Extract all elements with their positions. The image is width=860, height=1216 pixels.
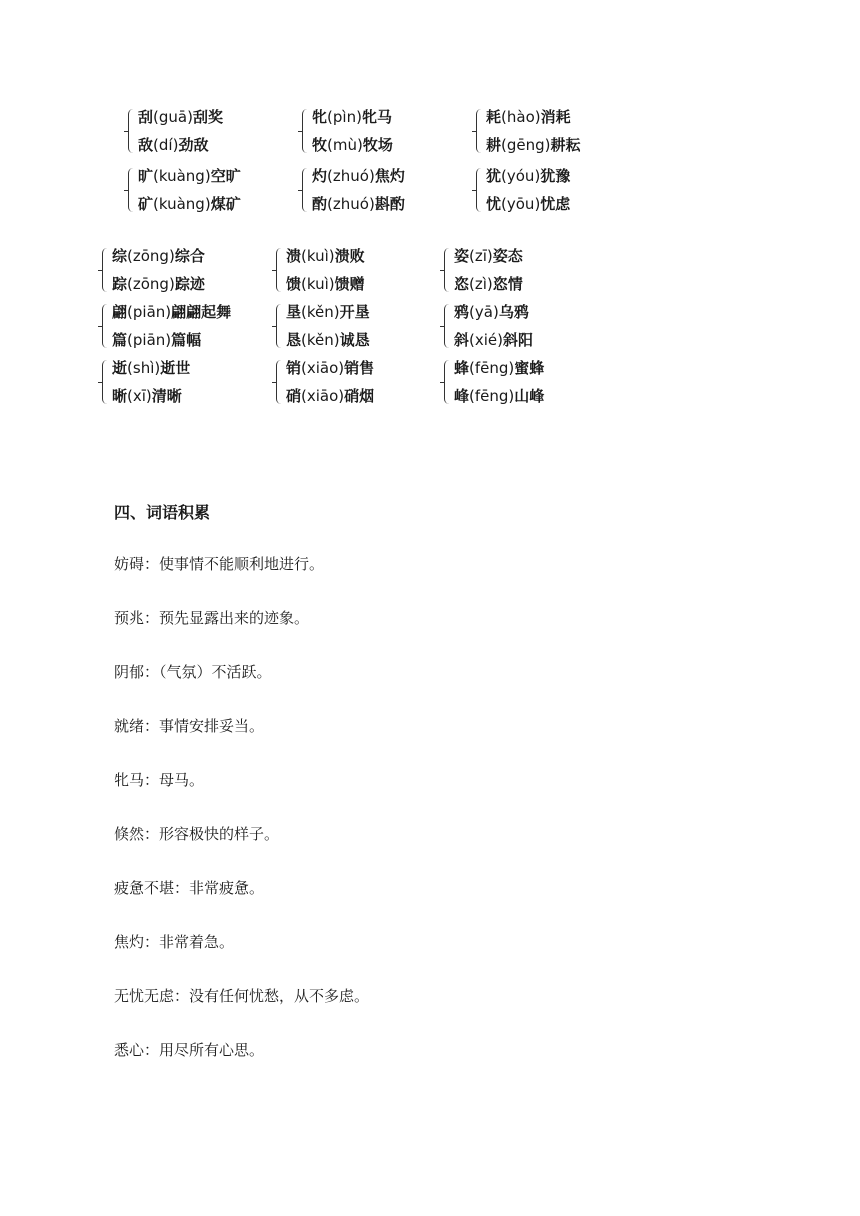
character-pair-group — [444, 298, 533, 354]
paren: ) — [328, 247, 335, 265]
pinyin: piān — [132, 303, 166, 321]
example-word: 销售 — [344, 359, 375, 377]
pronunciation-row — [454, 242, 523, 270]
pinyin: guā — [158, 108, 188, 126]
paren: ) — [534, 167, 541, 185]
pinyin: dí — [158, 136, 173, 154]
pronunciation-row — [112, 326, 231, 354]
pronunciation-row — [454, 326, 533, 354]
vocab-term: 阴郁 — [114, 663, 145, 681]
paren: ( — [469, 303, 475, 321]
character: 刮 — [138, 108, 154, 126]
example-word: 斟酌 — [374, 195, 405, 213]
pronunciation-row — [112, 270, 205, 298]
vocab-term: 预兆 — [114, 609, 145, 627]
example-word: 综合 — [174, 247, 205, 265]
paren: ) — [338, 387, 345, 405]
paren: ) — [204, 167, 211, 185]
paren: ( — [501, 167, 507, 185]
pinyin: zōng — [132, 247, 169, 265]
paren: ) — [187, 108, 193, 126]
pinyin: kuàng — [158, 167, 205, 185]
paren: ) — [333, 303, 340, 321]
character: 恣 — [454, 275, 470, 293]
vocab-definition: 非常着急。 — [159, 933, 235, 951]
example-word: 忧虑 — [540, 195, 571, 213]
vocab-term: 疲惫不堪 — [114, 879, 175, 897]
paren: ) — [357, 136, 363, 154]
example-word: 空旷 — [210, 167, 241, 185]
colon: ： — [174, 879, 190, 897]
vocab-definition: 预先显露出来的迹象。 — [159, 609, 310, 627]
pinyin: yóu — [506, 167, 535, 185]
character-pair-group — [444, 242, 523, 298]
paren: ( — [327, 108, 333, 126]
pronunciation-row — [286, 298, 370, 326]
vocab-definition: 非常疲惫。 — [189, 879, 265, 897]
paren: ( — [153, 136, 159, 154]
character: 踪 — [112, 275, 128, 293]
vocab-entry — [114, 1040, 264, 1060]
vocab-entry — [114, 662, 272, 682]
character: 篇 — [112, 331, 128, 349]
pinyin: kuì — [306, 247, 329, 265]
pinyin: hào — [506, 108, 535, 126]
paren: ( — [301, 247, 307, 265]
paren: ( — [301, 359, 307, 377]
vocab-term: 妨碍 — [114, 555, 145, 573]
example-word: 山峰 — [514, 387, 545, 405]
character: 牧 — [312, 136, 328, 154]
pinyin: mù — [332, 136, 357, 154]
pinyin: zì — [474, 275, 487, 293]
pinyin: yōu — [506, 195, 535, 213]
example-word: 篇幅 — [171, 331, 202, 349]
character: 鸦 — [454, 303, 470, 321]
paren: ( — [469, 247, 475, 265]
vocab-entry — [114, 770, 204, 790]
character-pair-group — [102, 354, 190, 410]
paren: ( — [469, 275, 475, 293]
example-word: 诚恳 — [339, 331, 370, 349]
example-word: 消耗 — [540, 108, 571, 126]
example-word: 开垦 — [339, 303, 370, 321]
brace-icon — [128, 168, 135, 212]
vocab-term: 无忧无虑 — [114, 987, 175, 1005]
pronunciation-row — [486, 103, 581, 131]
brace-icon — [276, 360, 283, 404]
character-pair-group — [276, 298, 370, 354]
colon: ： — [144, 825, 160, 843]
pronunciation-row — [454, 382, 544, 410]
brace-icon — [302, 168, 309, 212]
paren: ) — [204, 195, 211, 213]
character: 恳 — [286, 331, 302, 349]
brace-icon — [444, 360, 451, 404]
paren: ( — [301, 387, 307, 405]
vocab-entry — [114, 932, 234, 952]
example-word: 煤矿 — [210, 195, 241, 213]
character: 溃 — [286, 247, 302, 265]
paren: ( — [127, 331, 133, 349]
example-word: 踪迹 — [174, 275, 205, 293]
character: 蜂 — [454, 359, 470, 377]
colon: ： — [144, 555, 160, 573]
paren: ( — [301, 303, 307, 321]
pinyin: xiāo — [306, 387, 339, 405]
pinyin: pìn — [332, 108, 357, 126]
paren: ) — [333, 331, 340, 349]
pinyin: kěn — [306, 303, 334, 321]
pronunciation-row — [312, 131, 393, 159]
example-word: 硝烟 — [344, 387, 375, 405]
paren: ) — [492, 303, 499, 321]
pronunciation-row — [454, 270, 523, 298]
brace-icon — [276, 304, 283, 348]
pronunciation-row — [286, 270, 365, 298]
colon: ： — [144, 1041, 160, 1059]
pronunciation-row — [286, 354, 374, 382]
example-word: 刮奖 — [192, 108, 223, 126]
example-word: 牧场 — [362, 136, 393, 154]
paren: ) — [508, 359, 515, 377]
character: 馈 — [286, 275, 302, 293]
pinyin: fēng — [474, 387, 509, 405]
example-word: 恣情 — [492, 275, 523, 293]
character: 灼 — [312, 167, 328, 185]
brace-icon — [128, 109, 135, 153]
paren: ( — [501, 108, 507, 126]
pronunciation-row — [112, 242, 205, 270]
paren: ( — [327, 167, 333, 185]
paren: ( — [501, 195, 507, 213]
vocab-definition: 母马。 — [159, 771, 205, 789]
pronunciation-row — [112, 298, 231, 326]
vocab-entry — [114, 824, 279, 844]
paren: ) — [486, 247, 493, 265]
paren: ( — [127, 387, 133, 405]
character: 翩 — [112, 303, 128, 321]
pinyin: xiāo — [306, 359, 339, 377]
character-pair-group — [102, 298, 231, 354]
example-word: 逝世 — [160, 359, 191, 377]
paren: ( — [127, 247, 133, 265]
character: 忧 — [486, 195, 502, 213]
vocab-definition: （气氛）不活跃。 — [159, 663, 272, 681]
paren: ) — [154, 359, 161, 377]
example-word: 劲敌 — [178, 136, 209, 154]
pinyin: gēng — [506, 136, 545, 154]
brace-icon — [276, 248, 283, 292]
pronunciation-row — [312, 190, 405, 218]
paren: ) — [168, 247, 175, 265]
character-pair-group — [102, 242, 205, 298]
paren: ) — [356, 108, 362, 126]
brace-icon — [444, 248, 451, 292]
pinyin: yā — [474, 303, 493, 321]
character: 姿 — [454, 247, 470, 265]
example-word: 溃败 — [334, 247, 365, 265]
vocab-definition: 使事情不能顺利地进行。 — [159, 555, 325, 573]
vocab-definition: 形容极快的样子。 — [159, 825, 280, 843]
example-word: 斜阳 — [503, 331, 534, 349]
vocab-term: 悉心 — [114, 1041, 145, 1059]
pinyin: zhuó — [332, 195, 369, 213]
character-pair-group — [128, 162, 241, 218]
pronunciation-row — [454, 298, 533, 326]
pinyin: piān — [132, 331, 166, 349]
paren: ) — [165, 331, 172, 349]
brace-icon — [302, 109, 309, 153]
paren: ) — [544, 136, 551, 154]
paren: ( — [327, 195, 333, 213]
character: 垦 — [286, 303, 302, 321]
brace-icon — [444, 304, 451, 348]
paren: ( — [127, 275, 133, 293]
brace-icon — [102, 304, 109, 348]
paren: ( — [469, 387, 475, 405]
example-word: 牝马 — [361, 108, 392, 126]
pronunciation-row — [486, 162, 570, 190]
brace-icon — [102, 360, 109, 404]
paren: ) — [338, 359, 345, 377]
character: 硝 — [286, 387, 302, 405]
paren: ( — [301, 331, 307, 349]
vocab-entry — [114, 878, 264, 898]
paren: ) — [165, 303, 172, 321]
pinyin: kuàng — [158, 195, 205, 213]
colon: ： — [144, 717, 160, 735]
paren: ( — [301, 275, 307, 293]
example-word: 犹豫 — [540, 167, 571, 185]
pronunciation-row — [112, 354, 190, 382]
vocab-definition: 用尽所有心思。 — [159, 1041, 265, 1059]
pronunciation-row — [486, 131, 581, 159]
pronunciation-row — [486, 190, 570, 218]
brace-icon — [476, 168, 483, 212]
character: 耕 — [486, 136, 502, 154]
character-pair-group — [302, 162, 405, 218]
pinyin: fēng — [474, 359, 509, 377]
character: 旷 — [138, 167, 154, 185]
character-pair-group — [276, 242, 365, 298]
example-word: 焦灼 — [374, 167, 405, 185]
character: 晰 — [112, 387, 128, 405]
vocab-term: 牝马 — [114, 771, 145, 789]
character: 矿 — [138, 195, 154, 213]
example-word: 馈赠 — [334, 275, 365, 293]
character: 敌 — [138, 136, 154, 154]
pinyin: kuì — [306, 275, 329, 293]
character: 犹 — [486, 167, 502, 185]
vocab-term: 倏然 — [114, 825, 145, 843]
pinyin: zhuó — [332, 167, 369, 185]
example-word: 姿态 — [492, 247, 523, 265]
pinyin: zōng — [132, 275, 169, 293]
example-word: 蜜蜂 — [514, 359, 545, 377]
example-word: 清晰 — [151, 387, 182, 405]
paren: ) — [368, 167, 375, 185]
character-pair-group — [302, 103, 393, 159]
example-word: 耕耘 — [550, 136, 581, 154]
pronunciation-row — [138, 162, 241, 190]
paren: ( — [469, 331, 475, 349]
paren: ( — [153, 167, 159, 185]
colon: ： — [144, 933, 160, 951]
example-word: 翩翩起舞 — [171, 303, 232, 321]
character: 酌 — [312, 195, 328, 213]
pronunciation-row — [138, 131, 223, 159]
paren: ) — [508, 387, 515, 405]
paren: ( — [127, 303, 133, 321]
section-title: 四、词语积累 — [114, 503, 211, 522]
character-pair-group — [444, 354, 544, 410]
character: 逝 — [112, 359, 128, 377]
character-pair-group — [476, 103, 581, 159]
paren: ( — [469, 359, 475, 377]
colon: ： — [144, 771, 160, 789]
colon: ： — [144, 609, 160, 627]
paren: ) — [328, 275, 335, 293]
vocab-entry — [114, 716, 264, 736]
pinyin: shì — [132, 359, 155, 377]
pronunciation-row — [112, 382, 190, 410]
paren: ( — [153, 108, 159, 126]
paren: ( — [501, 136, 507, 154]
colon: ： — [174, 987, 190, 1005]
paren: ) — [486, 275, 493, 293]
paren: ( — [327, 136, 333, 154]
vocab-term: 就绪 — [114, 717, 145, 735]
pinyin: zī — [474, 247, 487, 265]
vocab-entry — [114, 986, 369, 1006]
vocab-definition: 没有任何忧愁，从不多虑。 — [189, 987, 370, 1005]
vocab-definition: 事情安排妥当。 — [159, 717, 265, 735]
paren: ) — [497, 331, 504, 349]
paren: ( — [127, 359, 133, 377]
character-pair-group — [276, 354, 374, 410]
character: 综 — [112, 247, 128, 265]
pronunciation-row — [138, 103, 223, 131]
pronunciation-row — [454, 354, 544, 382]
pinyin: kěn — [306, 331, 334, 349]
vocab-entry — [114, 608, 309, 628]
character-pair-group — [128, 103, 223, 159]
character-pair-group — [476, 162, 570, 218]
character: 峰 — [454, 387, 470, 405]
pronunciation-row — [138, 190, 241, 218]
pronunciation-row — [286, 382, 374, 410]
paren: ) — [368, 195, 375, 213]
paren: ( — [153, 195, 159, 213]
brace-icon — [476, 109, 483, 153]
brace-icon — [102, 248, 109, 292]
pinyin: xī — [132, 387, 146, 405]
pronunciation-row — [286, 242, 365, 270]
paren: ) — [172, 136, 179, 154]
paren: ) — [145, 387, 152, 405]
paren: ) — [534, 195, 541, 213]
pronunciation-row — [312, 162, 405, 190]
character: 牝 — [312, 108, 328, 126]
vocab-entry — [114, 554, 324, 574]
pronunciation-row — [312, 103, 393, 131]
colon: ： — [144, 663, 160, 681]
character: 销 — [286, 359, 302, 377]
character: 耗 — [486, 108, 502, 126]
pronunciation-row — [286, 326, 370, 354]
paren: ) — [534, 108, 541, 126]
example-word: 乌鸦 — [498, 303, 529, 321]
vocab-term: 焦灼 — [114, 933, 145, 951]
pinyin: xié — [474, 331, 498, 349]
paren: ) — [168, 275, 175, 293]
character: 斜 — [454, 331, 470, 349]
